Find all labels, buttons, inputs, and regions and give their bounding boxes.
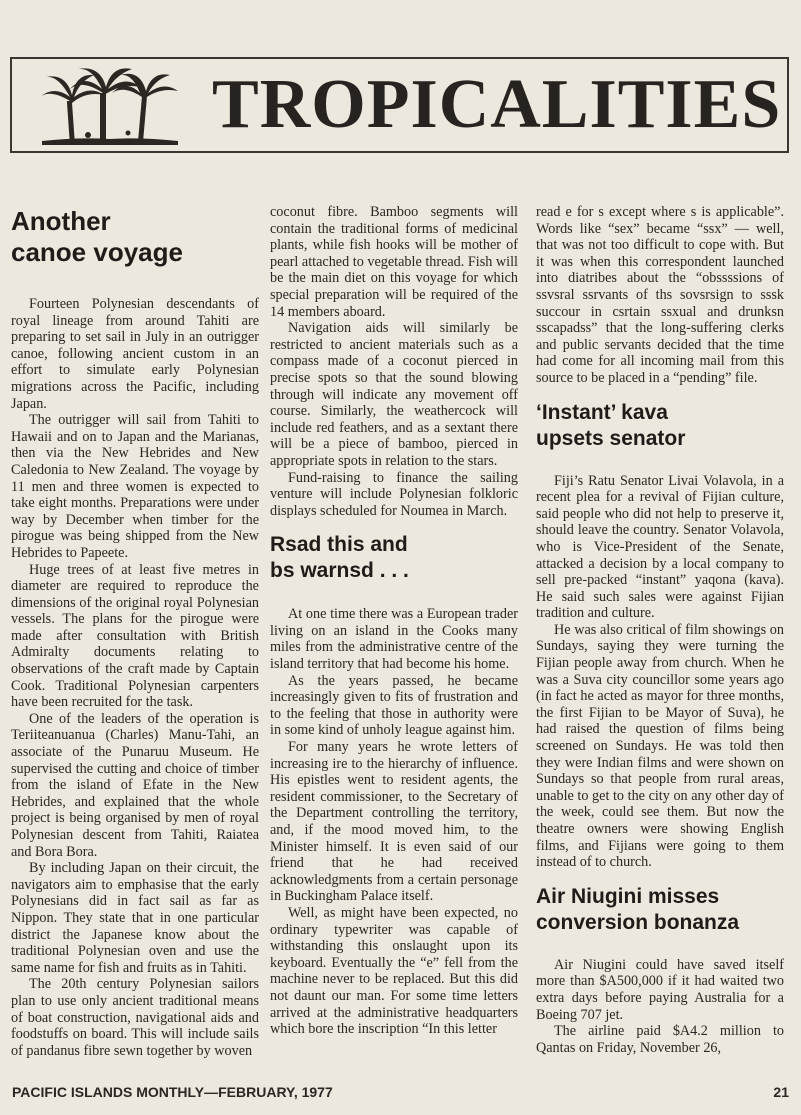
masthead	[10, 57, 789, 153]
article-paragraph: Well, as might have been expected, no ordinary typewriter was capable of withstanding this onslaught upon its keyboard. Eventually the “e” fell from the machine never to be replaced. But this did not daunt our man. For some time letters arrived at the administrative headquarters which bore the inscription “In this letter	[270, 904, 518, 1038]
article-paragraph: Fiji’s Ratu Senator Livai Volavola, in a recent plea for a revival of Fijian culture, said people who did not help to preserve it, should leave the country. Senator Volavola, who is Vice-President of the Senate, attacked a decision by a local company to sell pre-packed “instant” yaqona (kava). He said such sales were against Fijian tradition and culture.	[536, 472, 784, 622]
headline-line: ‘Instant’ kava	[536, 400, 668, 424]
article-paragraph: By including Japan on their circuit, the navigators aim to emphasise that the early Polynesians did in fact sail as far as Nippon. They state that in one particular district the Japanese know about the traditional Polynesian oven and use the same name for fish and fruits as in Tahiti.	[11, 860, 259, 976]
column-3	[536, 204, 784, 1056]
headline-line: upsets senator	[536, 426, 686, 450]
headline-rsad-this	[270, 532, 518, 584]
article-paragraph: Navigation aids will similarly be restricted to ancient materials such as a compass made of a coconut pierced in precise spots so that the sound blowing through will indicate any movement off course. Similarly, the weathercock will include red feathers, and as a sextant there will be a piece of bamboo, pierced in appropriate spots in relation to the stars.	[270, 320, 518, 469]
headline-instant-kava	[536, 400, 784, 452]
article-paragraph: Huge trees of at least five metres in diameter are required to reproduce the dimensions of the original royal Polynesian vessels. The plans for the pirogue were made after consultation with British Admiralty documents relating to observations of the craft made by Captain Cook. Traditional Polynesian carpenters have been recruited for the task.	[11, 561, 259, 711]
headline-line: bs warnsd . . .	[270, 559, 409, 583]
article-paragraph: At one time there was a European trader living on an island in the Cooks many miles from the administrative centre of the island territory that had become his home.	[270, 606, 518, 673]
article-paragraph: The outrigger will sail from Tahiti to Hawaii and on to Japan and the Marianas, then via the New Hebrides and New Caledonia to New Zealand. The voyage by 11 men and three women is expected to take eight months. Preparations were under way by December when timber for the pirogue was being shipped from the New Hebrides to Papeete.	[11, 412, 259, 561]
article-paragraph: The airline paid $A4.2 million to Qantas on Friday, November 26,	[536, 1023, 784, 1056]
article-paragraph: Air Niugini could have saved itself more than $A500,000 if it had waited two extra days before paying Australia for a Boeing 707 jet.	[536, 956, 784, 1023]
column-1	[11, 204, 259, 1059]
masthead-title: TROPICALITIES	[212, 66, 782, 143]
headline-another-canoe-voyage	[11, 206, 259, 268]
article-paragraph: The 20th century Polynesian sailors plan to use only ancient traditional means of boat construction, navigational aids and foodstuffs on board. This will include sails of pandanus fibre sewn together by woven	[11, 976, 259, 1059]
article-paragraph: One of the leaders of the operation is Teriiteanuanua (Charles) Manu-Tahi, an associate of the Punaruu Museum. He supervised the cutting and choice of timber from the island of Efate in the New Hebrides, and explained that the whole project is being organised by men of royal Polynesian descent from Tahiti, Raiatea and Bora Bora.	[11, 710, 259, 860]
headline-line: Air Niugini misses	[536, 884, 720, 908]
column-2	[270, 204, 518, 1038]
headline-line: conversion bonanza	[536, 910, 740, 934]
headline-line: Rsad this and	[270, 533, 408, 557]
article-paragraph: For many years he wrote letters of increasing ire to the hierarchy of influence. His epistles went to resident agents, the resident commissioner, to the Secretary of the Department controlling the territory, and, if the mood moved him, to the Minister himself. It is even said of our friend that he had received acknowledgments from a certain personage in Buckingham Palace itself.	[270, 739, 518, 905]
article-paragraph: He was also critical of film showings on Sundays, saying they were turning the Fijian people away from church. When he was a Suva city councillor some years ago (in fact he acted as mayor for three months, the first Fijian to be Mayor of Suva), he had raised the question of films being screened on Sundays. He was told then they were Indian films and were shown on Sundays so that people from rural areas, unable to get to the city on any other day of the week, could see them. But now the theatre owners were showing English films, and Fijians were going to them instead of to church.	[536, 621, 784, 871]
article-paragraph: As the years passed, he became increasingly given to fits of frustration and to the feeling that those in authority were in some kind of unholy league against him.	[270, 672, 518, 739]
publication-line: PACIFIC ISLANDS MONTHLY—FEBRUARY, 1977	[12, 1084, 333, 1100]
article-paragraph: coconut fibre. Bamboo segments will contain the traditional forms of medicinal plants, while fish hooks will be mother of pearl attached to vegetable thread. Fish will be the main diet on this voyage for which special preparation will be required of the 14 members aboard.	[270, 204, 518, 320]
article-paragraph: Fund-raising to finance the sailing venture will include Polynesian folkloric displays scheduled for Noumea in March.	[270, 469, 518, 519]
palm-trees-icon	[40, 67, 180, 145]
page-number: 21	[773, 1084, 789, 1100]
headline-air-niugini	[536, 884, 784, 936]
page-footer	[12, 1084, 789, 1104]
article-paragraph: read e for s except where s is applicable”. Words like “sex” became “ssx” — well, that was not too difficult to cope with. But it was when this correspondent launched into diatribes about the “obssssions of ssvsral ssrvants of ths sovsrsign to sssk succour in csrtain ssxual and drunksn sscapadss” that the long-suffering clerks and public servants decided that the time had come for all incoming mail from this source to be placed in a “pending” file.	[536, 204, 784, 386]
headline-line: canoe voyage	[11, 237, 183, 267]
article-paragraph: Fourteen Polynesian descendants of royal lineage from around Tahiti are preparing to set sail in July in an outrigger canoe, following ancient custom in an effort to simulate early Polynesian migrations across the Pacific, including Japan.	[11, 296, 259, 412]
headline-line: Another	[11, 206, 111, 236]
